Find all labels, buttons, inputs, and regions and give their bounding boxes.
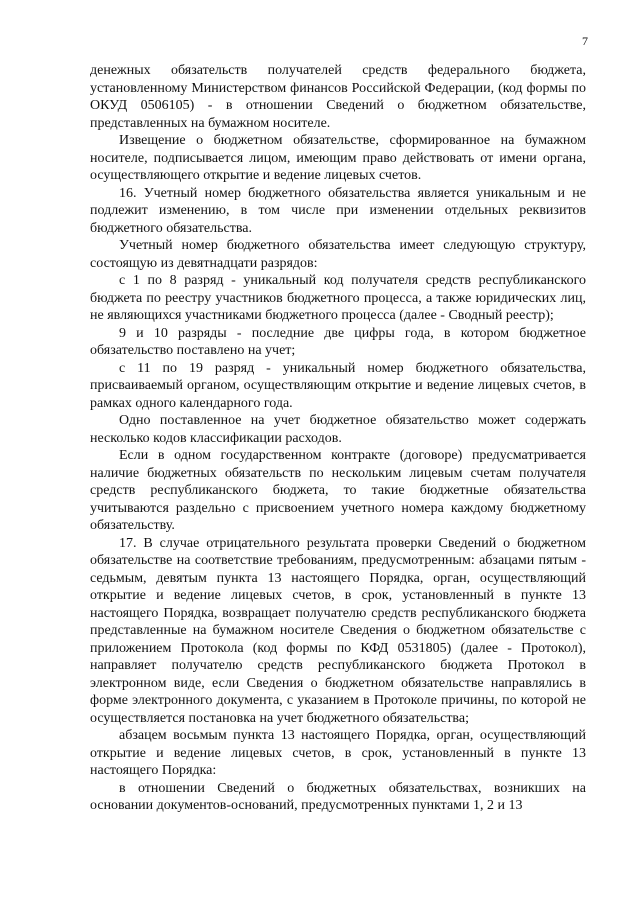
paragraph: Одно поставленное на учет бюджетное обязательство может содержать несколько кодов классификации расходов. [90, 413, 586, 446]
document-body [90, 62, 586, 815]
paragraph: с 1 по 8 разряд - уникальный код получателя средств республиканского бюджета по реестру участников бюджетного процесса, а также юридических лиц, не являющихся участниками бюджетного процесса (далее - Сводный реестр); [90, 273, 586, 323]
paragraph: 16. Учетный номер бюджетного обязательства является уникальным и не подлежит изменению, в том числе при изменении отдельных реквизитов бюджетного обязательства. [90, 185, 586, 236]
paragraph: 17. В случае отрицательного результата проверки Сведений о бюджетном обязательстве на соответствие требованиям, предусмотренным: абзацами пятым - седьмым, девятым пункта 13 настоящего Порядка, орган, осуществляющий открытие и ведение лицевых счетов, в срок, установленный в пункте 13 настоящего Порядка, возвращает получателю средств республиканского бюджета представленные на бумажном носителе Сведения о бюджетном обязательстве с приложением Протокола (код формы по КФД 0531805) (далее - Протокол), направляет получателю средств республиканского бюджета Протокол в электронном виде, если Сведения о бюджетном обязательстве направлялись в форме электронного документа, с указанием в Протоколе причины, по которой не осуществляется постановка на учет бюджетного обязательства; [90, 535, 586, 726]
paragraph: в отношении Сведений о бюджетных обязательствах, возникших на основании документов-оснований, предусмотренных пунктами 1, 2 и 13 [90, 780, 586, 813]
paragraph: абзацем восьмым пункта 13 настоящего Порядка, орган, осуществляющий открытие и ведение лицевых счетов, в срок, установленный в пункте 13 настоящего Порядка: [90, 728, 586, 778]
paragraph: 9 и 10 разряды - последние две цифры года, в котором бюджетное обязательство поставлено на учет; [90, 325, 586, 358]
paragraph: денежных обязательств получателей средств федерального бюджета, установленному Министерством финансов Российской Федерации, (код формы по ОКУД 0506105) - в отношении Сведений о бюджетном обязательстве, представленных на бумажном носителе. [90, 63, 586, 131]
paragraph: Извещение о бюджетном обязательстве, сформированное на бумажном носителе, подписывается лицом, имеющим право действовать от имени органа, осуществляющего открытие и ведение лицевых счетов. [90, 133, 586, 183]
paragraph: Учетный номер бюджетного обязательства имеет следующую структуру, состоящую из девятнадцати разрядов: [90, 238, 586, 271]
page-number: 7 [582, 34, 588, 48]
paragraph: Если в одном государственном контракте (договоре) предусматривается наличие бюджетных обязательств по нескольким лицевым счетам получателя средств республиканского бюджета, то такие бюджетные обязательства учитываются раздельно с присвоением учетного номера каждому бюджетному обязательству. [90, 448, 586, 533]
paragraph: с 11 по 19 разряд - уникальный номер бюджетного обязательства, присваиваемый органом, осуществляющим открытие и ведение лицевых счетов, в рамках одного календарного года. [90, 360, 586, 411]
